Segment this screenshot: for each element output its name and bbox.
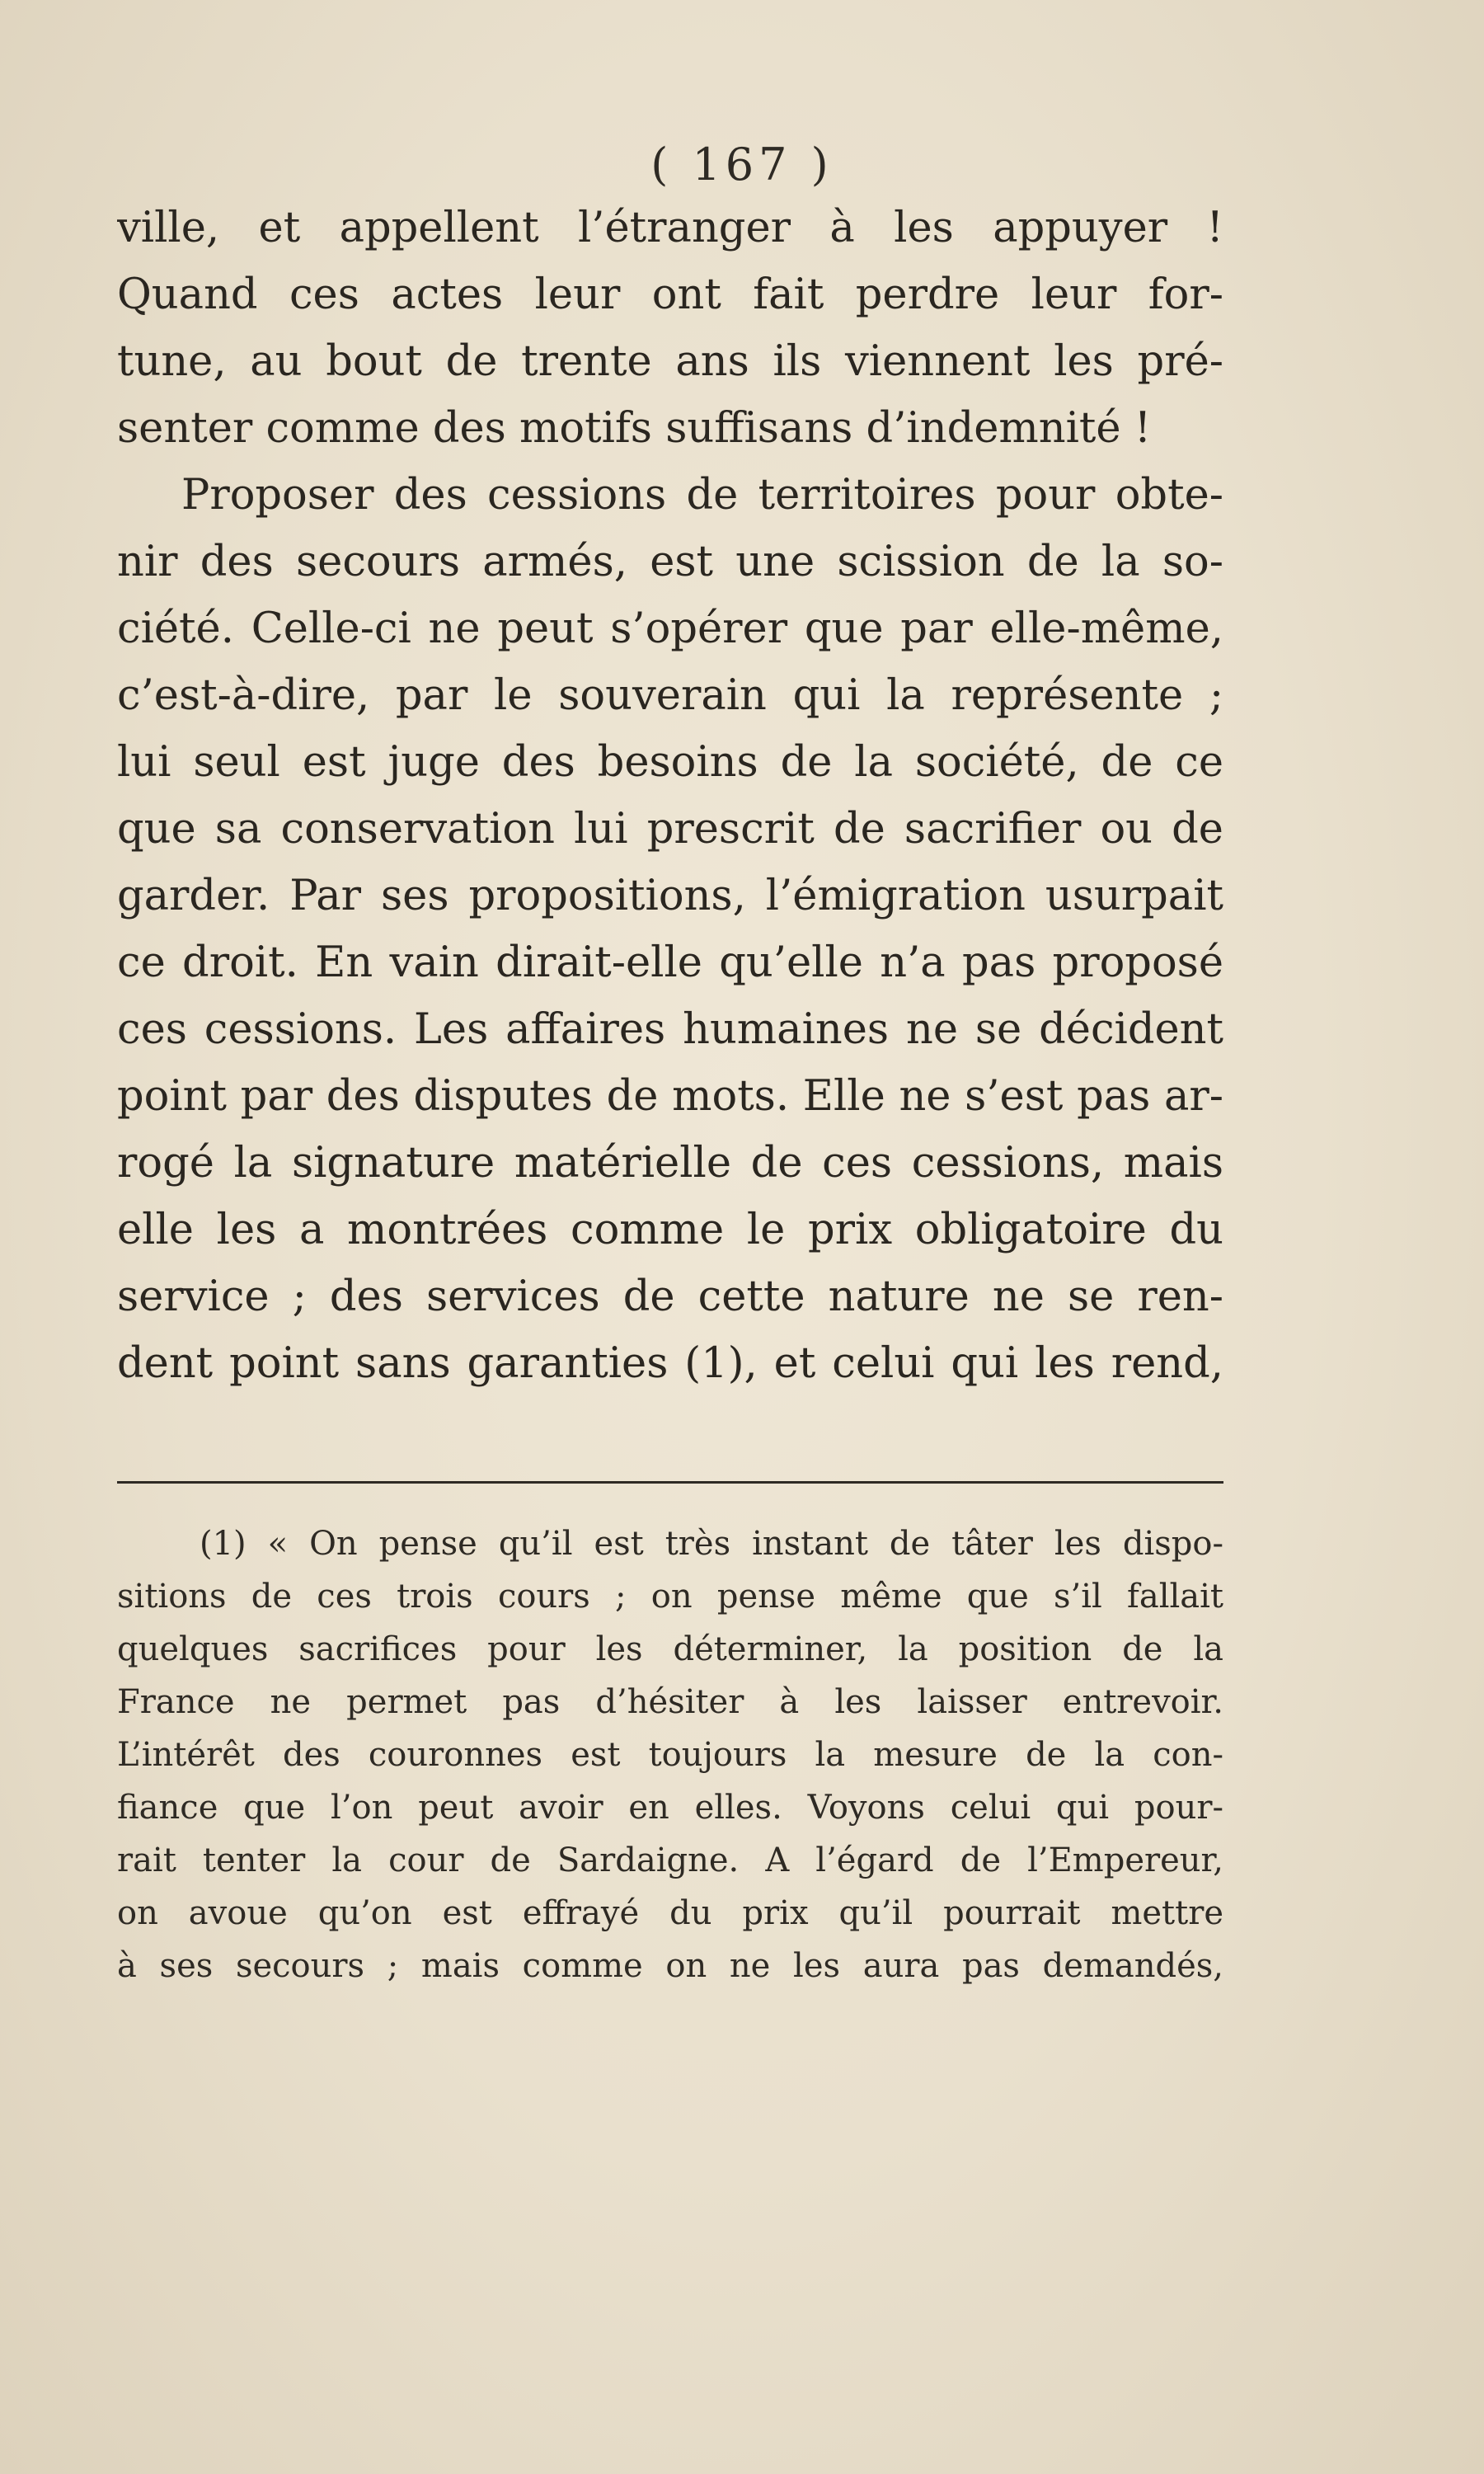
body-line: dent point sans garanties (1), et celui qui les rend,: [117, 1339, 1223, 1388]
body-line: rogé la signature matérielle de ces cessions, mais: [117, 1139, 1223, 1188]
footnote-line: on avoue qu’on est effrayé du prix qu’il pourrait mettre: [117, 1894, 1223, 1932]
body-line: Proposer des cessions de territoires pour obte-: [181, 471, 1223, 520]
body-line: c’est-à-dire, par le souverain qui la représente ;: [117, 671, 1223, 720]
body-line: que sa conservation lui prescrit de sacrifier ou de: [117, 805, 1223, 854]
body-line: ville, et appellent l’étranger à les appuyer !: [117, 204, 1223, 252]
footnote-line: L’intérêt des couronnes est toujours la mesure de la con-: [117, 1736, 1223, 1774]
body-line: service ; des services de cette nature ne se ren-: [117, 1272, 1223, 1321]
footnote-line: quelques sacrifices pour les déterminer, la position de la: [117, 1630, 1223, 1668]
body-line: point par des disputes de mots. Elle ne s’est pas ar-: [117, 1072, 1223, 1121]
footnote-line: à ses secours ; mais comme on ne les aura pas demandés,: [117, 1947, 1223, 1985]
body-line: senter comme des motifs suffisans d’indemnité !: [117, 404, 1152, 453]
page-number: ( 167 ): [650, 139, 834, 190]
body-text: [117, 195, 1223, 1397]
footnote-line: fiance que l’on peut avoir en elles. Voyons celui qui pour-: [117, 1789, 1223, 1827]
body-line: nir des secours armés, est une scission de la so-: [117, 538, 1223, 586]
body-line: ce droit. En vain dirait-elle qu’elle n’a pas proposé: [117, 938, 1223, 987]
body-line: Quand ces actes leur ont fait perdre leur for-: [117, 270, 1223, 319]
body-line: ciété. Celle-ci ne peut s’opérer que par elle-même,: [117, 604, 1223, 653]
body-line: lui seul est juge des besoins de la société, de ce: [117, 738, 1223, 787]
body-line: tune, au bout de trente ans ils viennent les pré-: [117, 337, 1223, 386]
footnote-line: rait tenter la cour de Sardaigne. A l’égard de l’Empereur,: [117, 1841, 1223, 1879]
body-line: garder. Par ses propositions, l’émigration usurpait: [117, 872, 1223, 920]
footnote-line: (1) « On pense qu’il est très instant de tâter les dispo-: [200, 1525, 1223, 1563]
body-line: ces cessions. Les affaires humaines ne se décident: [117, 1005, 1223, 1054]
body-line: elle les a montrées comme le prix obligatoire du: [117, 1206, 1223, 1254]
footnote-divider: [117, 1481, 1223, 1484]
footnote-line: sitions de ces trois cours ; on pense même que s’il fallait: [117, 1578, 1223, 1616]
footnote-line: France ne permet pas d’hésiter à les laisser entrevoir.: [117, 1683, 1223, 1721]
footnote: [117, 1517, 1223, 1992]
